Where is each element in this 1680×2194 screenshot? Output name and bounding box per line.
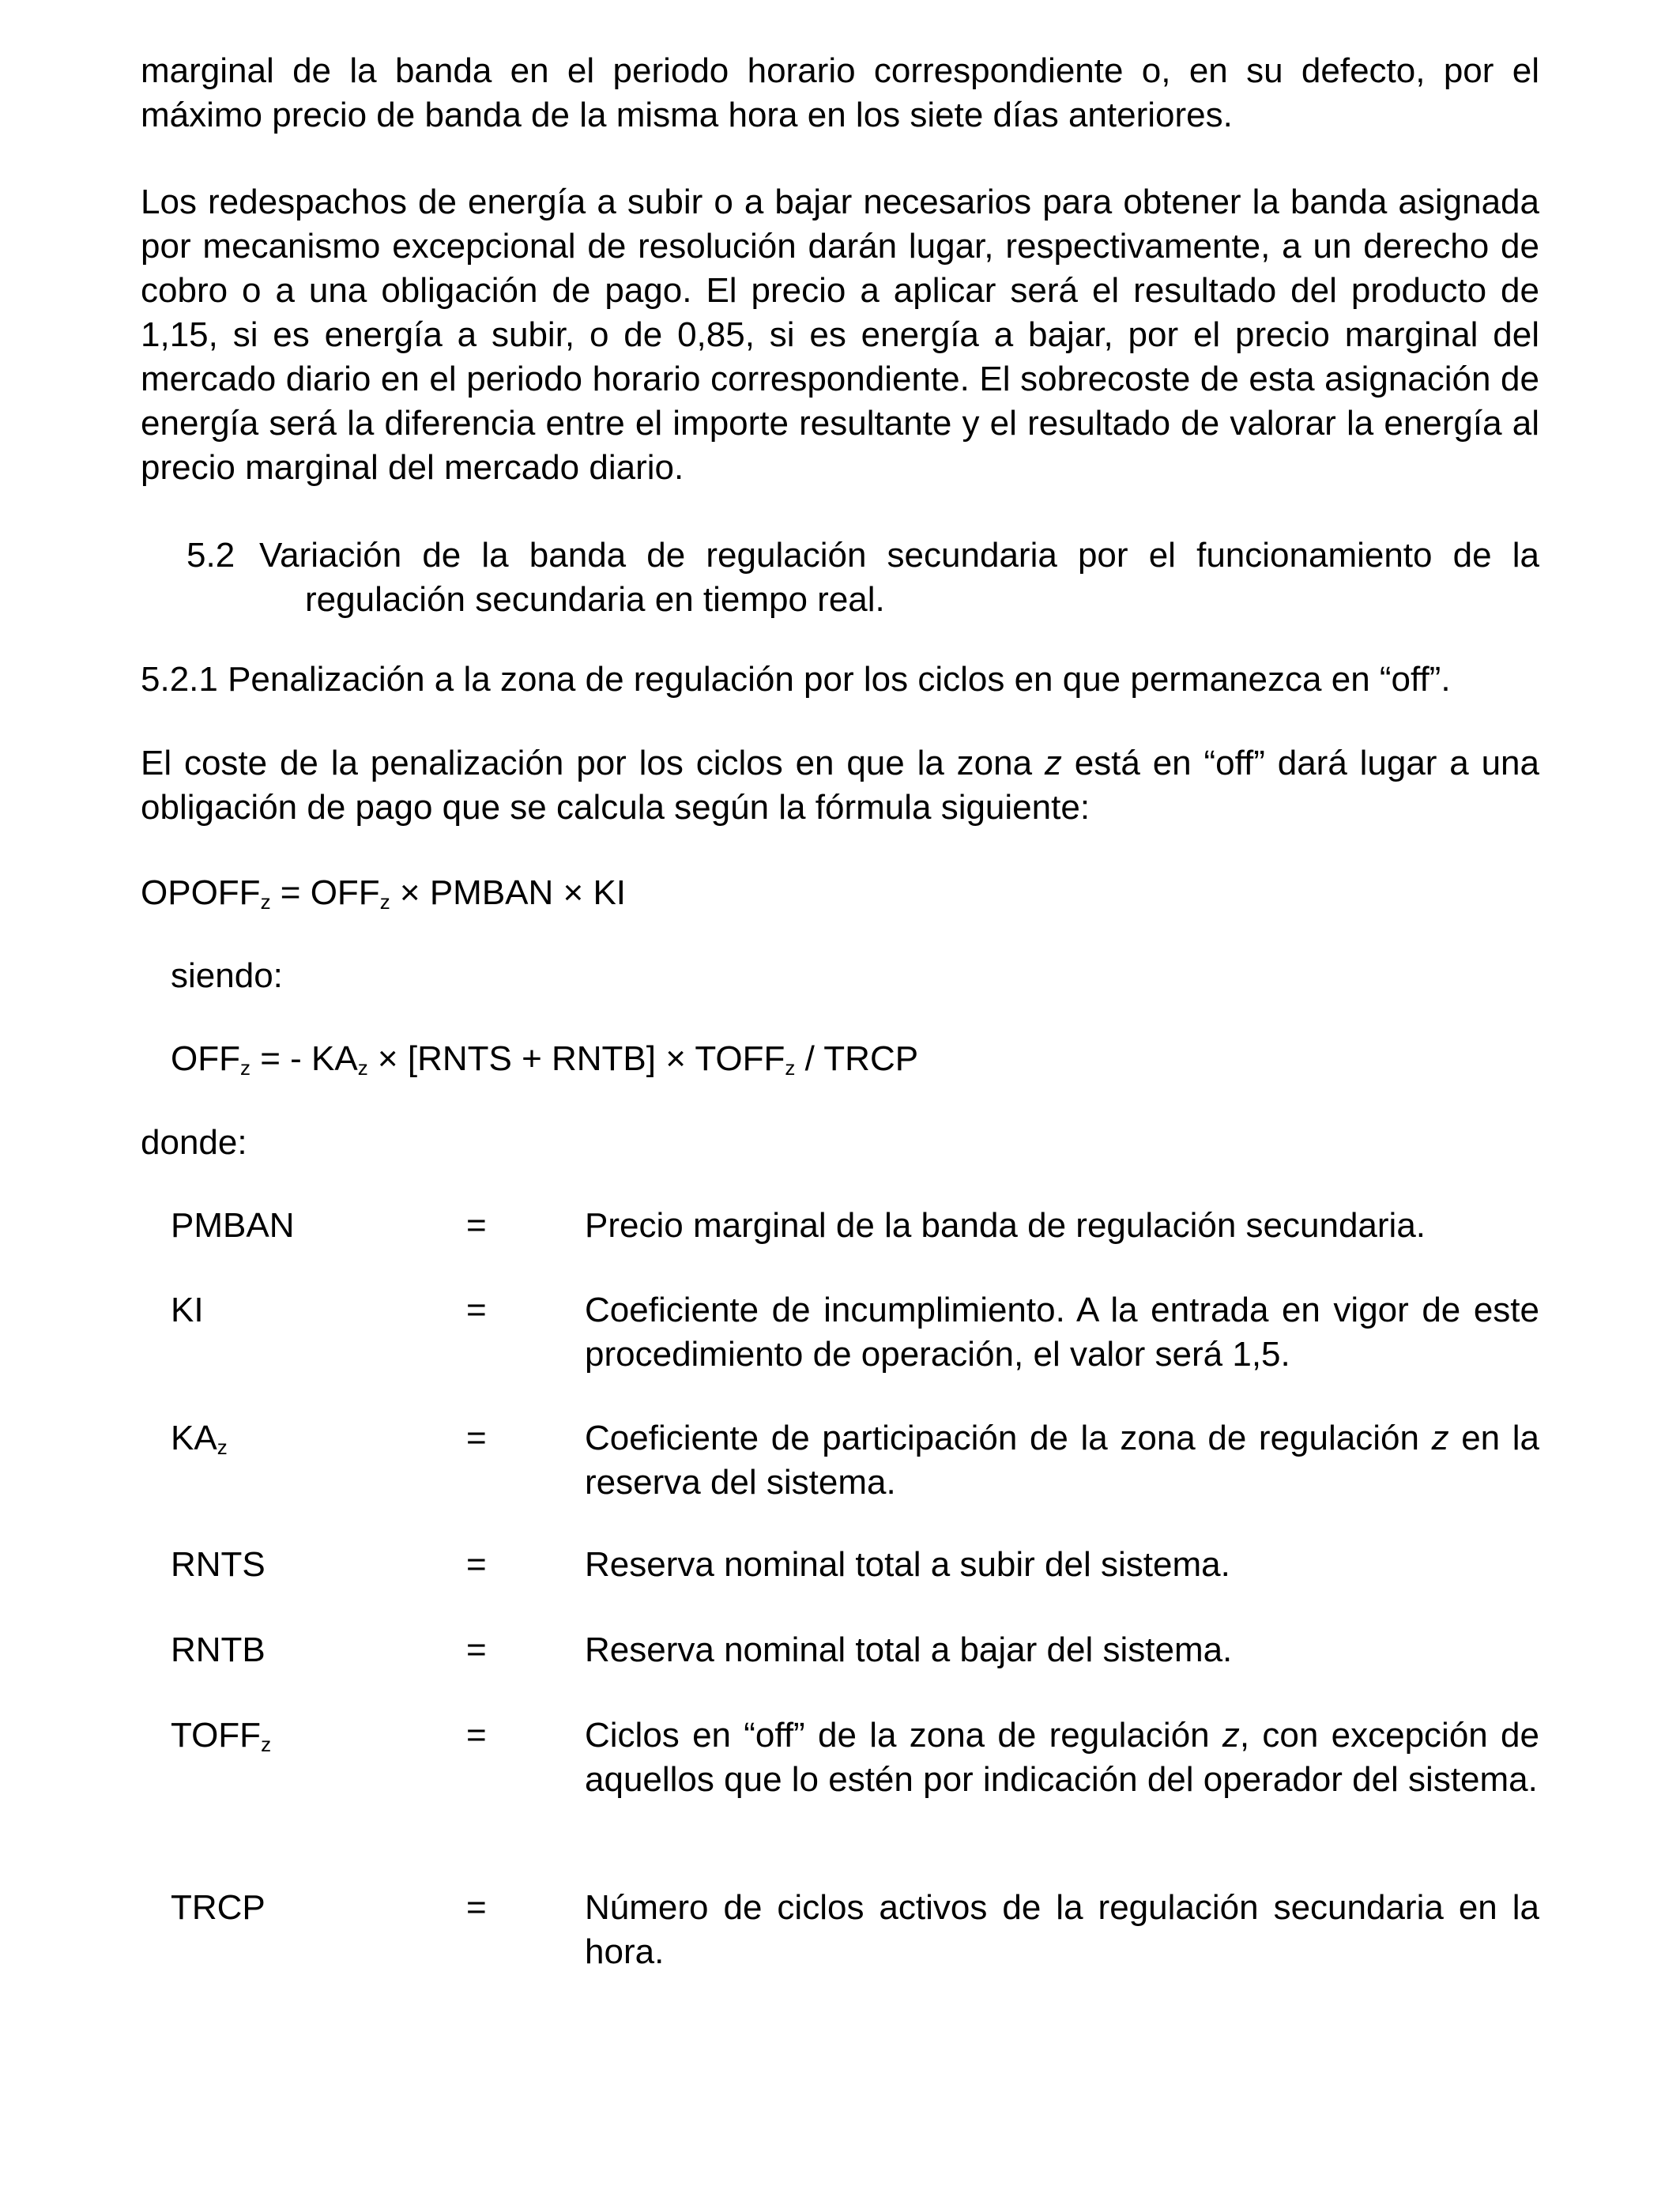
definition-term: KI bbox=[171, 1291, 204, 1329]
definition-term: PMBAN bbox=[171, 1206, 295, 1245]
definition-text-part-1: Ciclos en “off” de la zona de regulación bbox=[585, 1716, 1222, 1755]
formula-opoff-lhs: OPOFF bbox=[141, 873, 261, 912]
definition-term-base: TOFF bbox=[171, 1716, 262, 1755]
formula-off-ka-subscript: z bbox=[357, 1056, 368, 1080]
formula-off bbox=[171, 1037, 918, 1081]
formula-off-end: / TRCP bbox=[795, 1039, 919, 1078]
definition-equals: = bbox=[466, 1545, 487, 1584]
formula-opoff-lhs-subscript: z bbox=[260, 890, 271, 914]
definition-term: RNTS bbox=[171, 1545, 266, 1584]
redespachos-paragraph: Los redespachos de energía a subir o a bajar necesarios para obtener la banda asignada por mecanismo excepcional de resolución darán lugar, respectivamente, a un derecho de cobro o a una obligación de pago. El precio a aplicar será el resultado del producto de 1,15, si es energía a subir, o de 0,85, si es energía a bajar, por el precio marginal del mercado diario en el periodo horario correspondiente. El sobrecoste de esta asignación de energía será la diferencia entre el importe resultante y el resultado de valorar la energía al precio marginal del mercado diario. bbox=[141, 183, 1539, 487]
definition-equals: = bbox=[466, 1291, 487, 1329]
definition-equals: = bbox=[466, 1630, 487, 1669]
definition-equals: = bbox=[466, 1888, 487, 1927]
definition-text-part-1: Coeficiente de participación de la zona de regulación bbox=[585, 1419, 1432, 1457]
definition-text: Coeficiente de incumplimiento. A la entrada en vigor de este procedimiento de operación, el valor será 1,5. bbox=[585, 1291, 1539, 1374]
section-title-line-2: regulación secundaria en tiempo real. bbox=[305, 580, 885, 619]
formula-opoff-eq: = OFF bbox=[270, 873, 380, 912]
section-number: 5.2 bbox=[186, 536, 235, 575]
definition-text: Precio marginal de la banda de regulación secundaria. bbox=[585, 1206, 1426, 1245]
definition-text: Reserva nominal total a subir del sistema. bbox=[585, 1545, 1230, 1584]
definition-text: Número de ciclos activos de la regulación secundaria en la hora. bbox=[585, 1888, 1539, 1971]
formula-opoff bbox=[141, 871, 626, 915]
formula-off-toff-subscript: z bbox=[785, 1056, 796, 1080]
intro-paragraph: marginal de la banda en el periodo horario correspondiente o, en su defecto, por el máximo precio de banda de la misma hora en los siete días anteriores. bbox=[141, 51, 1539, 134]
formula-opoff-off-subscript: z bbox=[379, 890, 390, 914]
formula-opoff-rest: × PMBAN × KI bbox=[390, 873, 627, 912]
zone-variable: z bbox=[1222, 1716, 1240, 1755]
definition-term-base: KA bbox=[171, 1419, 217, 1457]
donde-label: donde: bbox=[141, 1123, 247, 1162]
definition-text: Reserva nominal total a bajar del sistema. bbox=[585, 1630, 1233, 1669]
definition-equals: = bbox=[466, 1419, 487, 1457]
section-title-line-1: Variación de la banda de regulación secundaria por el funcionamiento de la bbox=[259, 536, 1539, 575]
definition-text-part-2: , con excepción de aquellos que lo estén por indicación del operador del sistema. bbox=[585, 1716, 1539, 1799]
zone-variable: z bbox=[1044, 744, 1062, 782]
siendo-label: siendo: bbox=[171, 956, 283, 995]
formula-off-mid-2: × [RNTS + RNTB] × TOFF bbox=[367, 1039, 785, 1078]
definition-term bbox=[171, 1416, 228, 1461]
coste-text-part-1: El coste de la penalización por los ciclos en que la zona bbox=[141, 744, 1045, 782]
coste-text-part-2: está en “off” dará lugar a una obligación de pago que se calcula según la fórmula siguiente: bbox=[141, 744, 1539, 827]
definition-equals: = bbox=[466, 1206, 487, 1245]
definition-term bbox=[171, 1713, 271, 1758]
zone-variable: z bbox=[1431, 1419, 1449, 1457]
coste-paragraph bbox=[141, 741, 1539, 830]
formula-off-lhs: OFF bbox=[171, 1039, 240, 1078]
formula-off-mid: = - KA bbox=[250, 1039, 358, 1078]
definition-term-subscript: z bbox=[217, 1435, 228, 1459]
definition-text bbox=[585, 1713, 1539, 1802]
definition-term-subscript: z bbox=[261, 1732, 272, 1756]
definition-text-part-2: en la reserva del sistema. bbox=[585, 1419, 1539, 1502]
subsection-heading: 5.2.1 Penalización a la zona de regulación por los ciclos en que permanezca en “off”. bbox=[141, 660, 1451, 699]
formula-off-lhs-subscript: z bbox=[239, 1056, 250, 1080]
definition-term: TRCP bbox=[171, 1888, 266, 1927]
definition-equals: = bbox=[466, 1716, 487, 1755]
definition-text bbox=[585, 1416, 1539, 1505]
definition-term: RNTB bbox=[171, 1630, 266, 1669]
